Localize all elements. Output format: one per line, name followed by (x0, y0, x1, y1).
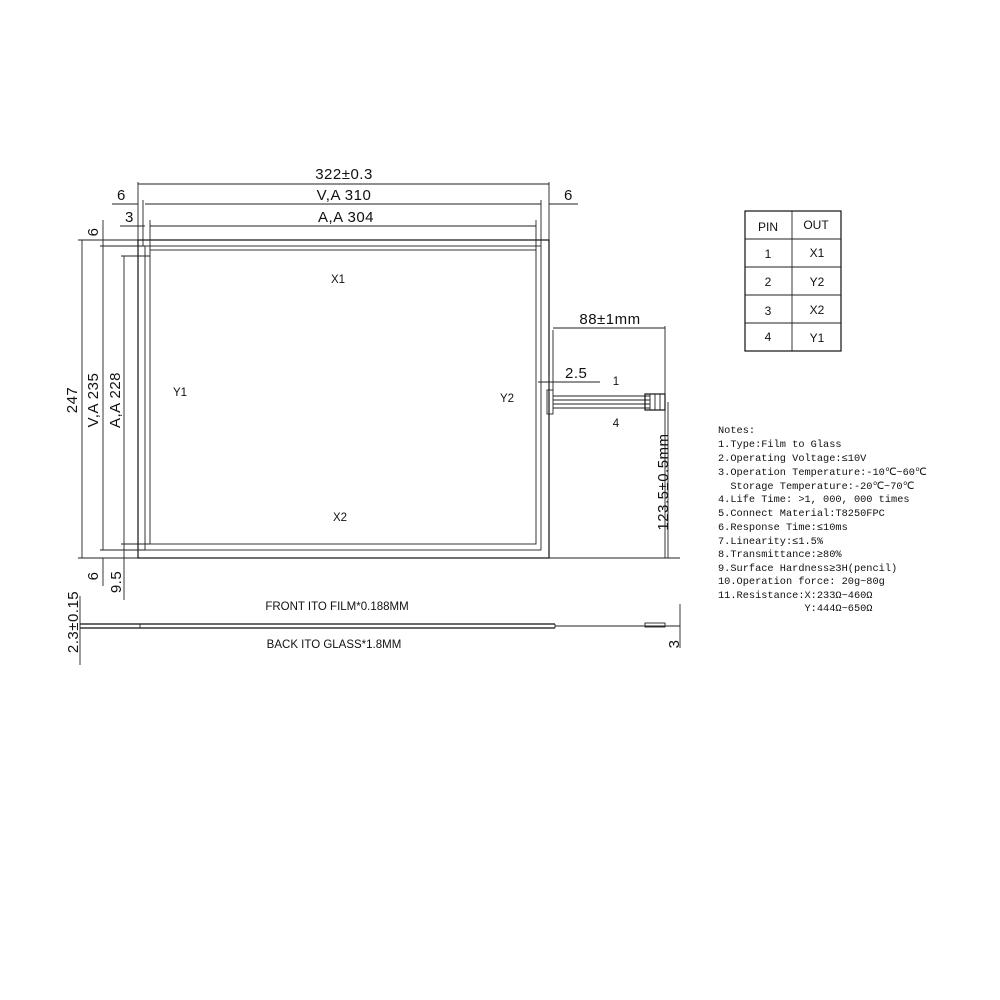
note-line: 11.Resistance:X:233Ω~460Ω (718, 590, 873, 602)
tail-height-label: 123.5±0.5mm (655, 433, 672, 531)
va-width-label: V,A 310 (316, 187, 372, 204)
margin-left-outer-label: 6 (117, 187, 126, 204)
aa-width-label: A,A 304 (317, 209, 375, 226)
note-line: Y:444Ω~650Ω (718, 603, 873, 615)
va-height-label: V,A 235 (85, 372, 102, 428)
overall-width-label: 322±0.3 (315, 166, 373, 183)
electrode-x1: X1 (330, 274, 346, 286)
fpc-tail (538, 311, 680, 558)
out-cell: Y2 (809, 275, 825, 289)
thickness-label: 2.3±0.15 (65, 590, 82, 654)
note-line: 8.Transmittance:≥80% (718, 549, 842, 561)
notes-block (718, 425, 927, 615)
panel-side-view (65, 591, 683, 665)
panel-outline (138, 240, 549, 558)
tail-offset-label: 2.5 (565, 365, 588, 382)
tail-length-label: 88±1mm (579, 311, 641, 328)
aa-height-label: A,A 228 (107, 371, 124, 429)
tail-pin-last: 4 (612, 418, 620, 430)
note-line: 7.Linearity:≤1.5% (718, 536, 824, 548)
note-line: Storage Temperature:-20℃~70℃ (718, 481, 915, 493)
left-dimensions (64, 220, 150, 600)
out-cell: X1 (809, 246, 825, 260)
electrode-labels (173, 274, 514, 524)
margin-left-inner-label: 3 (125, 209, 134, 226)
bottom-offset-label: 9.5 (108, 570, 125, 594)
pin-header: PIN (757, 220, 779, 234)
viewing-area-outline (145, 246, 541, 550)
margin-right-outer-label: 6 (564, 187, 573, 204)
pin-cell: 3 (764, 304, 772, 318)
note-line: 6.Response Time:≤10ms (718, 522, 848, 534)
electrode-x2: X2 (332, 512, 348, 524)
note-line: 10.Operation force: 20g~80g (718, 576, 885, 588)
overall-height-label: 247 (64, 386, 81, 414)
top-dimensions (112, 166, 578, 250)
tail-pin-first: 1 (612, 376, 620, 388)
note-line: 9.Surface Hardness≥3H(pencil) (718, 563, 898, 575)
electrode-y1: Y1 (172, 387, 188, 399)
electrode-y2: Y2 (499, 393, 515, 405)
note-line: 1.Type:Film to Glass (718, 439, 842, 451)
pin-cell: 1 (764, 247, 772, 261)
pin-cell: 2 (764, 275, 772, 289)
active-area-outline (150, 250, 536, 544)
out-cell: Y1 (809, 331, 825, 345)
pin-cell: 4 (764, 330, 772, 344)
note-line: 4.Life Time: >1, 000, 000 times (718, 494, 910, 506)
note-line: 3.Operation Temperature:-10℃~60℃ (718, 467, 927, 479)
fpc-connector-body (547, 390, 553, 414)
out-cell: X2 (809, 303, 825, 317)
tail-thickness-label: 3 (666, 639, 683, 649)
margin-bottom-label: 6 (85, 571, 102, 581)
note-line: 2.Operating Voltage:≤10V (718, 453, 867, 465)
front-layer-label: FRONT ITO FILM*0.188MM (265, 601, 409, 613)
panel-front-view (138, 200, 549, 558)
margin-top-label: 6 (85, 227, 102, 237)
note-line: 5.Connect Material:T8250FPC (718, 508, 885, 520)
out-header: OUT (803, 218, 829, 232)
back-layer-label: BACK ITO GLASS*1.8MM (266, 639, 402, 651)
pin-table (745, 211, 841, 351)
notes-title: Notes: (718, 425, 756, 437)
